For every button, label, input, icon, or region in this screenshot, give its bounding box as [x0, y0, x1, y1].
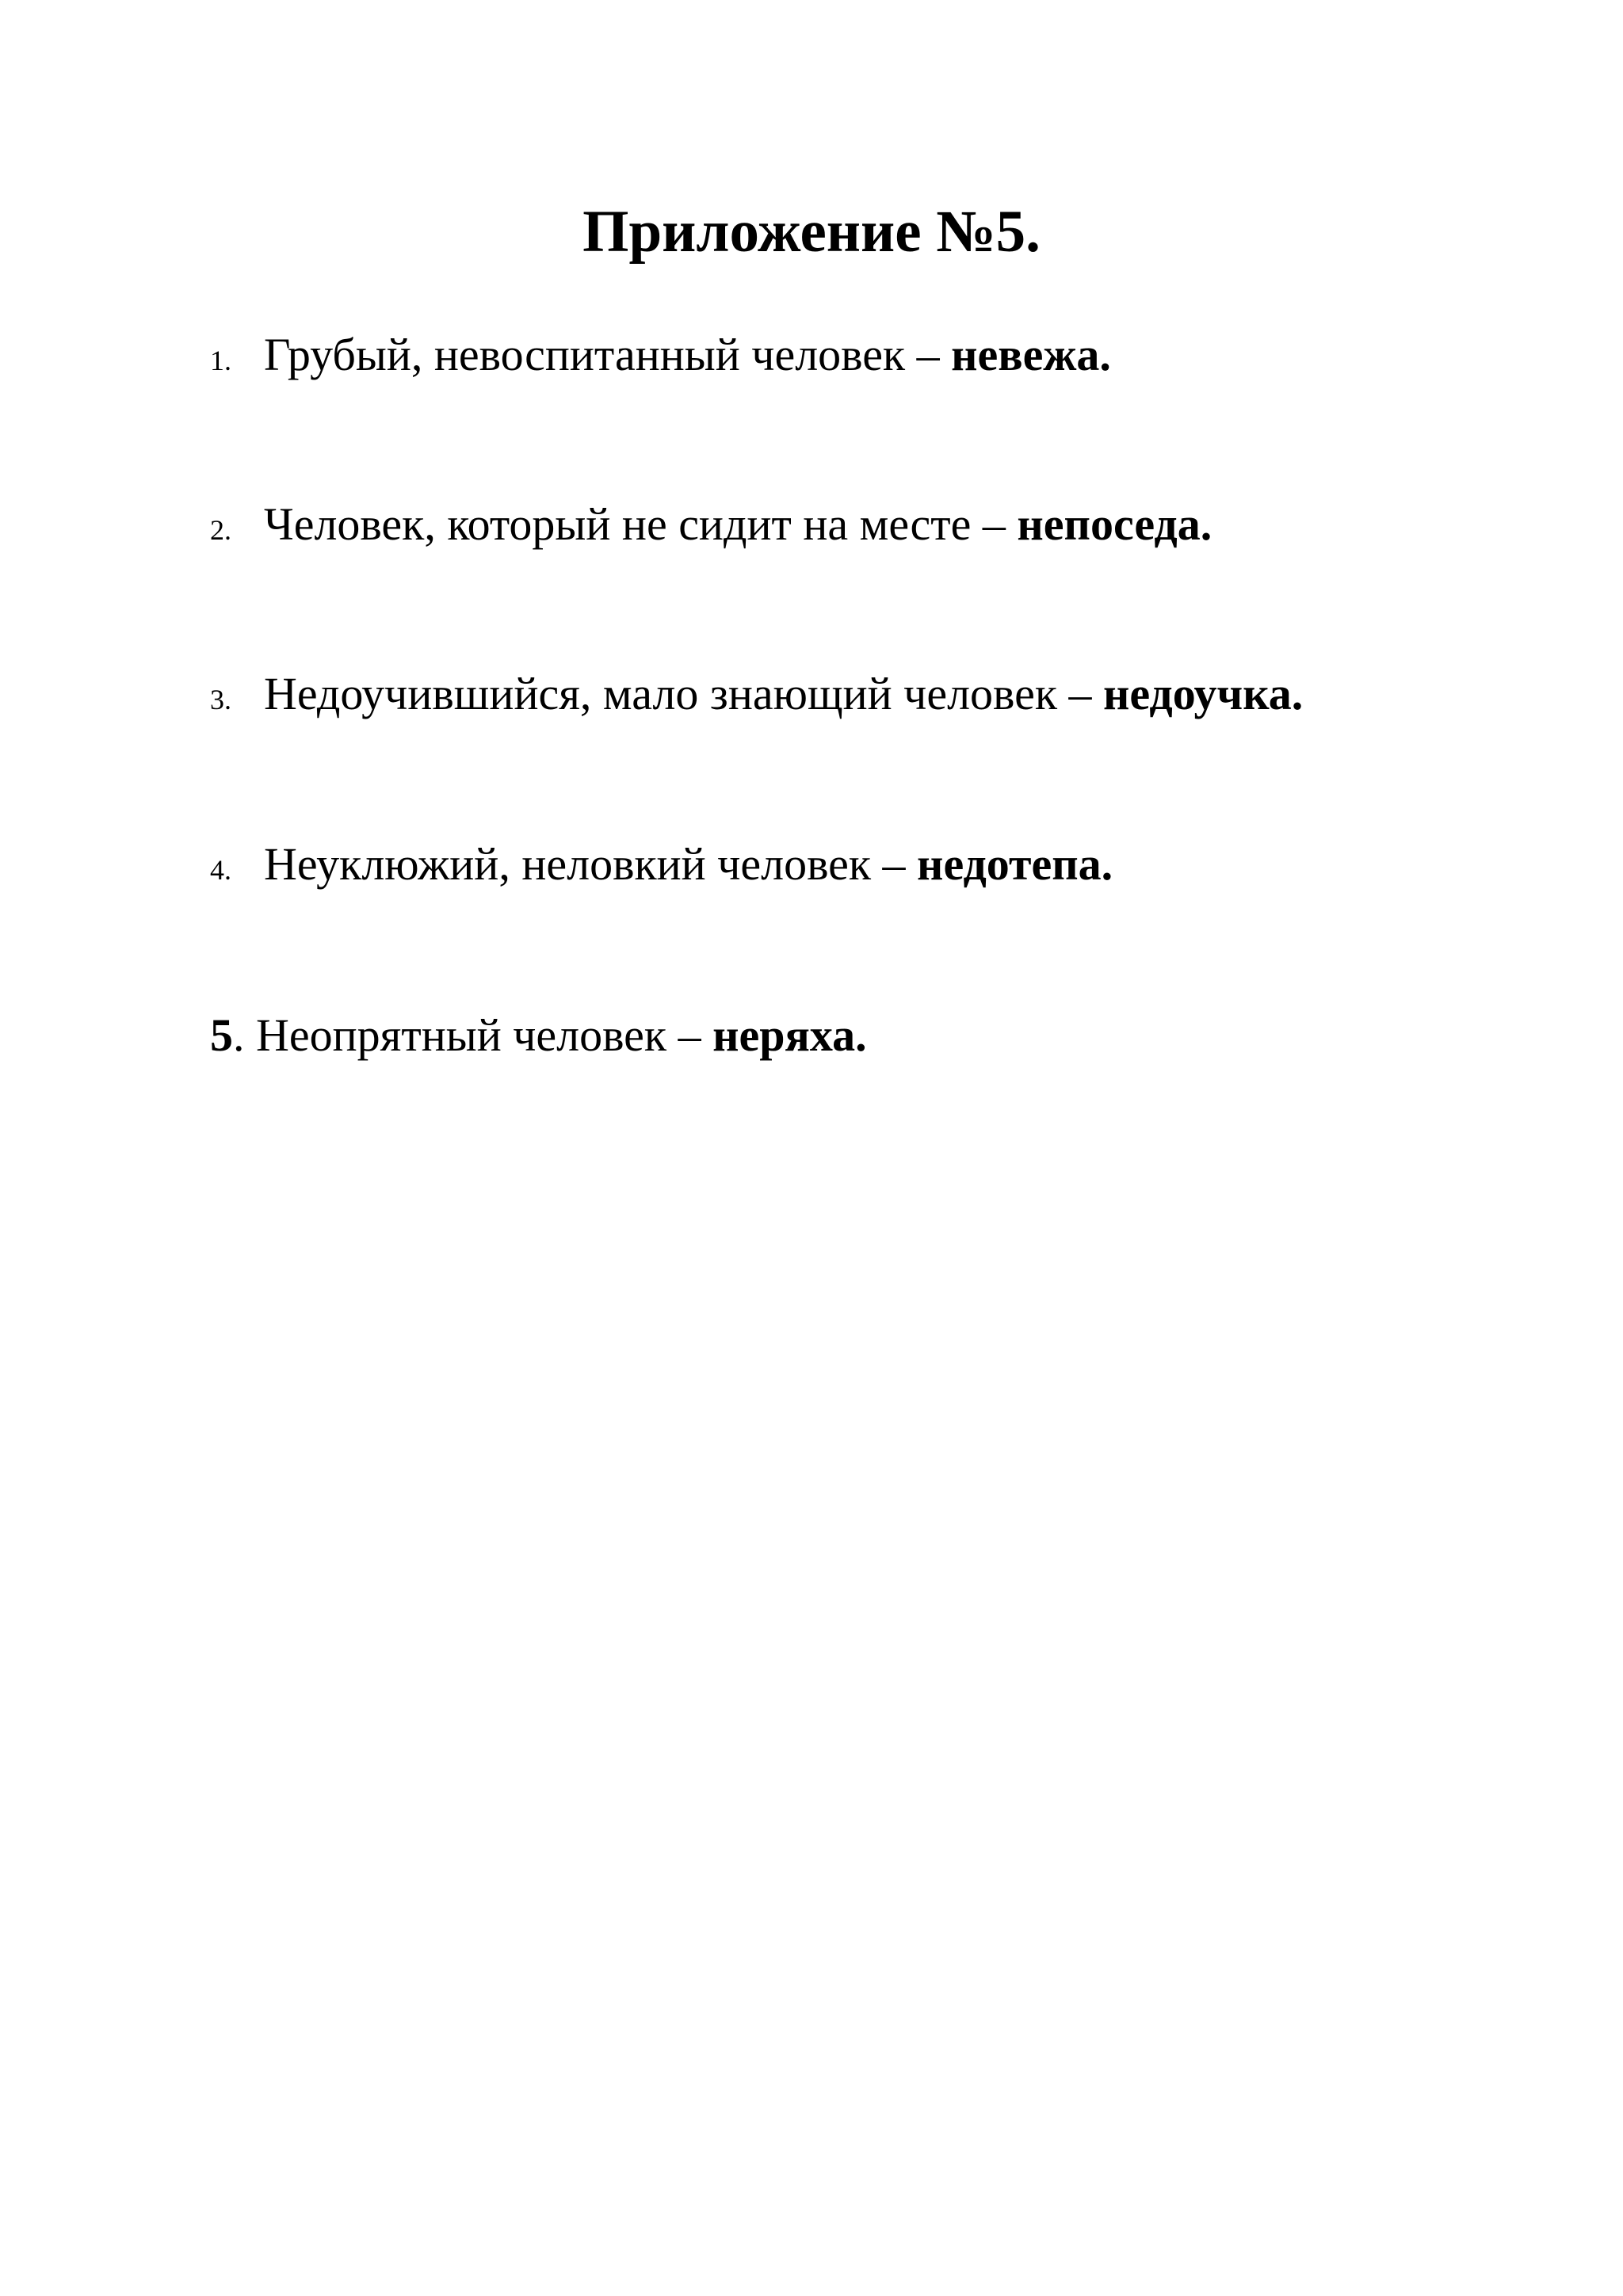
- item-number: 2.: [210, 514, 231, 546]
- item-definition: Недоучившийся, мало знающий человек –: [264, 668, 1104, 719]
- item-definition: Грубый, невоспитанный человек –: [264, 329, 952, 380]
- item-answer: невежа.: [951, 329, 1111, 380]
- item-number: 4.: [210, 854, 231, 886]
- item-answer: неряха.: [712, 1009, 867, 1061]
- list-item: [210, 1008, 867, 1063]
- item-answer: недоучка.: [1103, 668, 1304, 719]
- item-definition: Человек, который не сидит на месте –: [264, 498, 1018, 550]
- list-item: [210, 837, 1113, 898]
- item-number: 3.: [210, 684, 231, 715]
- item-answer: непоседа.: [1017, 498, 1212, 550]
- list-item: [210, 497, 1212, 558]
- list-item: [210, 666, 1303, 727]
- item-number: 5: [210, 1009, 233, 1061]
- item-definition: . Неопрятный человек –: [233, 1009, 713, 1061]
- item-definition: Неуклюжий, неловкий человек –: [264, 838, 918, 890]
- page-title: Приложение №5.: [582, 199, 1041, 265]
- item-number: 1.: [210, 345, 231, 376]
- list-item: [210, 327, 1111, 388]
- item-answer: недотепа.: [917, 838, 1113, 890]
